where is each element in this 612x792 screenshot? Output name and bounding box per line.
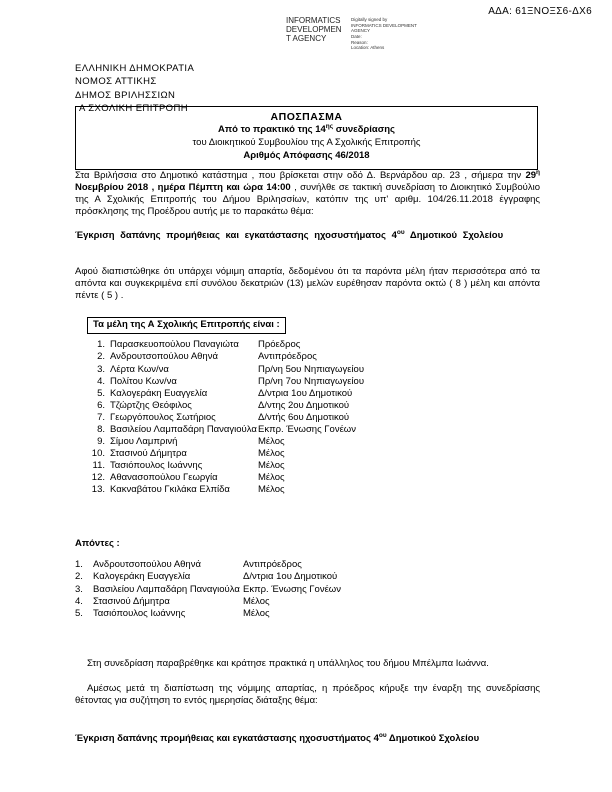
stamp-detail-line: Date: [351,33,362,39]
stamp-agency-name [286,16,346,44]
absent-row [75,571,540,583]
stamp-signature-details [351,16,417,51]
member-row [87,339,540,351]
member-row [87,436,540,448]
meeting-date-sup: η [536,168,540,176]
members-list [87,339,540,496]
member-number: 2. [97,351,105,363]
member-role: Αντιπρόεδρος [258,351,317,363]
topic-text-post: Δημοτικού Σχολείου [404,229,504,241]
member-name: Καλογεράκη Ευαγγελία [110,387,208,399]
member-role: Πρόεδρος [258,339,301,351]
excerpt-subtitle [80,124,533,137]
members-heading: Τα μέλη της Α Σχολικής Επιτροπής είναι : [87,317,286,334]
ada-code: ΑΔΑ: 61ΞΝΟΞΣ6-ΔΧ6 [488,6,592,17]
absent-role: Μέλος [243,595,270,607]
stamp-agency-line: T AGENCY [286,34,327,44]
secretary-paragraph: Στη συνεδρίαση παραβρέθηκε και κράτησε πρακτικά η υπάλληλος του δήμου Μπέλμπα Ιωάννα. [87,657,489,669]
closing-topic-pre: Έγκριση δαπάνης προμήθειας και εγκατάστασης ηχοσυστήματος 4 [75,733,379,745]
member-role: Μέλος [258,435,285,447]
member-name: Τζώρτζης Θεόφιλος [110,399,192,411]
intro-paragraph [75,170,540,219]
member-role: Δ/ντής 6ου Δημοτικού [258,411,350,423]
closing-topic-post: Δημοτικού Σχολείου [386,733,480,745]
member-number: 12. [91,472,105,484]
stamp-detail-line: Reason: [351,39,368,45]
member-number: 7. [97,411,105,423]
member-name: Βασιλείου Λαμπαδάρη Παναγιούλα [110,423,257,435]
member-name: Κακναβάτου Γκιλάκα Ελπίδα [110,484,230,496]
excerpt-subtitle-pre: Από το πρακτικό της 14 [218,124,326,136]
intro-segment: , συνήλθε σε τακτική συνεδρίαση το Διοικητικό Συμβούλιο της Α Σχολικής Επιτροπής του Δήμου Βριλησσίων, κατόπιν της υπ' αριθμ. 104/26.11.2018 έγγραφης πρόσκλησης της Προέδρου αυτής με το παρακάτω θέμα: [75,182,540,218]
member-name: Ανδρουτσοπούλου Αθηνά [110,351,218,363]
member-row [87,484,540,496]
gov-header-line-municipality: ΔΗΜΟΣ ΒΡΙΛΗΣΣΙΩΝ [75,89,176,101]
closing-topic-sup: ου [378,732,387,739]
absent-role: Εκπρ. Ένωσης Γονέων [243,583,341,595]
absent-row [75,559,540,571]
member-role: Εκπρ. Ένωσης Γονέων [258,423,356,435]
member-name: Πολίτου Κων/να [110,375,177,387]
quorum-paragraph: Αφού διαπιστώθηκε ότι υπάρχει νόμιμη απαρτία, δεδομένου ότι τα παρόντα μέλη ήταν περισσότερα από τα απόντα και συγκεκριμένα επί συνόλου δεκατριών (13) μελών ευρέθησαν παρόντα οκτώ ( 8 ) μέλη και απόντα πέντε ( 5 ) . [75,265,540,302]
excerpt-subtitle-post: συνεδρίασης [333,124,395,136]
absent-number: 1. [75,559,83,571]
stamp-agency-line: DEVELOPMEN [286,25,342,35]
gov-header-line-prefecture: ΝΟΜΟΣ ΑΤΤΙΚΗΣ [75,76,157,88]
member-name: Αθανασοπούλου Γεωργία [110,472,218,484]
absent-number: 3. [75,583,83,595]
meeting-date-day: 29 [525,170,537,181]
stamp-detail-line: Digitally signed by [351,17,388,22]
member-row [87,448,540,460]
topic-ordinal-sup: ου [396,228,405,236]
intro-segment: Στα Βριλήσσια στο Δημοτικό κατάστημα , που βρίσκεται στην οδό Δ. Βερνάρδου αρ. 23 , σήμερα την [75,170,526,181]
absent-number: 4. [75,595,83,607]
absent-row [75,596,540,608]
absent-number: 5. [75,607,83,619]
member-number: 5. [97,387,105,399]
member-role: Μέλος [258,472,285,484]
stamp-agency-line: INFORMATICS [286,16,341,25]
absent-row [75,584,540,596]
member-role: Πρ/νη 7ου Νηπιαγωγείου [258,375,365,387]
gov-header-line-republic: ΕΛΛΗΝΙΚΗ ΔΗΜΟΚΡΑΤΙΑ [75,63,195,74]
member-name: Παρασκευοπούλου Παναγιώτα [110,339,239,351]
meeting-topic-heading [75,230,540,242]
absent-row [75,608,540,620]
member-role: Μέλος [258,460,285,472]
member-number: 4. [97,375,105,387]
member-name: Λέρτα Κων/να [110,363,169,375]
member-name: Τασιόπουλος Ιωάννης [110,460,203,472]
member-row [87,376,540,388]
absent-name: Καλογεράκη Ευαγγελία [93,571,191,583]
member-row [87,412,540,424]
member-number: 9. [97,435,105,447]
gov-header-line-committee: Α ΣΧΟΛΙΚΗ ΕΠΙΤΡΟΠΗ [79,102,188,114]
closing-topic-heading [75,733,540,745]
member-number: 1. [97,339,105,351]
member-number: 10. [91,447,105,459]
absent-name: Βασιλείου Λαμπαδάρη Παναγιούλα [93,583,240,595]
excerpt-committee-line: του Διοικητικού Συμβουλίου της Α Σχολικής Επιτροπής [192,136,421,148]
member-row [87,472,540,484]
member-role: Μέλος [258,484,285,496]
absent-role: Δ/ντρια 1ου Δημοτικού [243,571,338,583]
member-name: Γεωργόπουλος Σωτήριος [110,411,216,423]
stamp-detail-line: INFORMATICS DEVELOPMENT [351,22,417,28]
member-name: Στασινού Δήμητρα [110,447,187,459]
stamp-detail-line: AGENCY [351,28,371,34]
member-row [87,424,540,436]
absent-name: Στασινού Δήμητρα [93,595,170,607]
member-row [87,364,540,376]
decision-number: Αριθμός Απόφασης 46/2018 [243,149,370,161]
meeting-date-rest: Νοεμβρίου 2018 , ημέρα Πέμπτη και ώρα 14:00 [75,182,291,194]
member-role: Δ/ντης 2ου Δημοτικού [258,399,350,411]
member-row [87,388,540,400]
absent-heading: Απόντες : [75,538,120,550]
absent-name: Τασιόπουλος Ιωάννης [93,607,186,619]
member-role: Πρ/νη 5ου Νηπιαγωγείου [258,363,365,375]
member-number: 8. [97,423,105,435]
member-number: 6. [97,399,105,411]
member-row [87,351,540,363]
excerpt-subtitle-sup: ης [325,123,334,131]
stamp-detail-line: Location: Athens [351,45,385,51]
member-number: 11. [92,460,105,472]
member-role: Μέλος [258,447,285,459]
opening-paragraph: Αμέσως μετά τη διαπίστωση της νόμιμης απαρτίας, η πρόεδρος κήρυξε την έναρξη της συνεδρίασης θέτοντας για συζήτηση το εντός ημερησίας διάταξης θέμα: [75,682,540,706]
excerpt-title: ΑΠΟΣΠΑΣΜΑ [270,111,343,123]
member-number: 3. [97,363,105,375]
document-body [75,170,540,745]
excerpt-box [75,106,538,170]
digital-signature-stamp [286,16,417,51]
absent-role: Μέλος [243,607,270,619]
absent-role: Αντιπρόεδρος [243,559,302,571]
member-number: 13. [91,484,105,496]
absent-list [75,559,540,619]
member-name: Σίμου Λαμπρινή [110,435,178,447]
topic-text-pre: Έγκριση δαπάνης προμήθειας και εγκατάστασης ηχοσυστήματος 4 [75,229,397,241]
member-role: Δ/ντρια 1ου Δημοτικού [258,387,353,399]
absent-name: Ανδρουτσοπούλου Αθηνά [93,559,201,571]
member-row [87,460,540,472]
member-row [87,400,540,412]
absent-number: 2. [75,571,83,583]
